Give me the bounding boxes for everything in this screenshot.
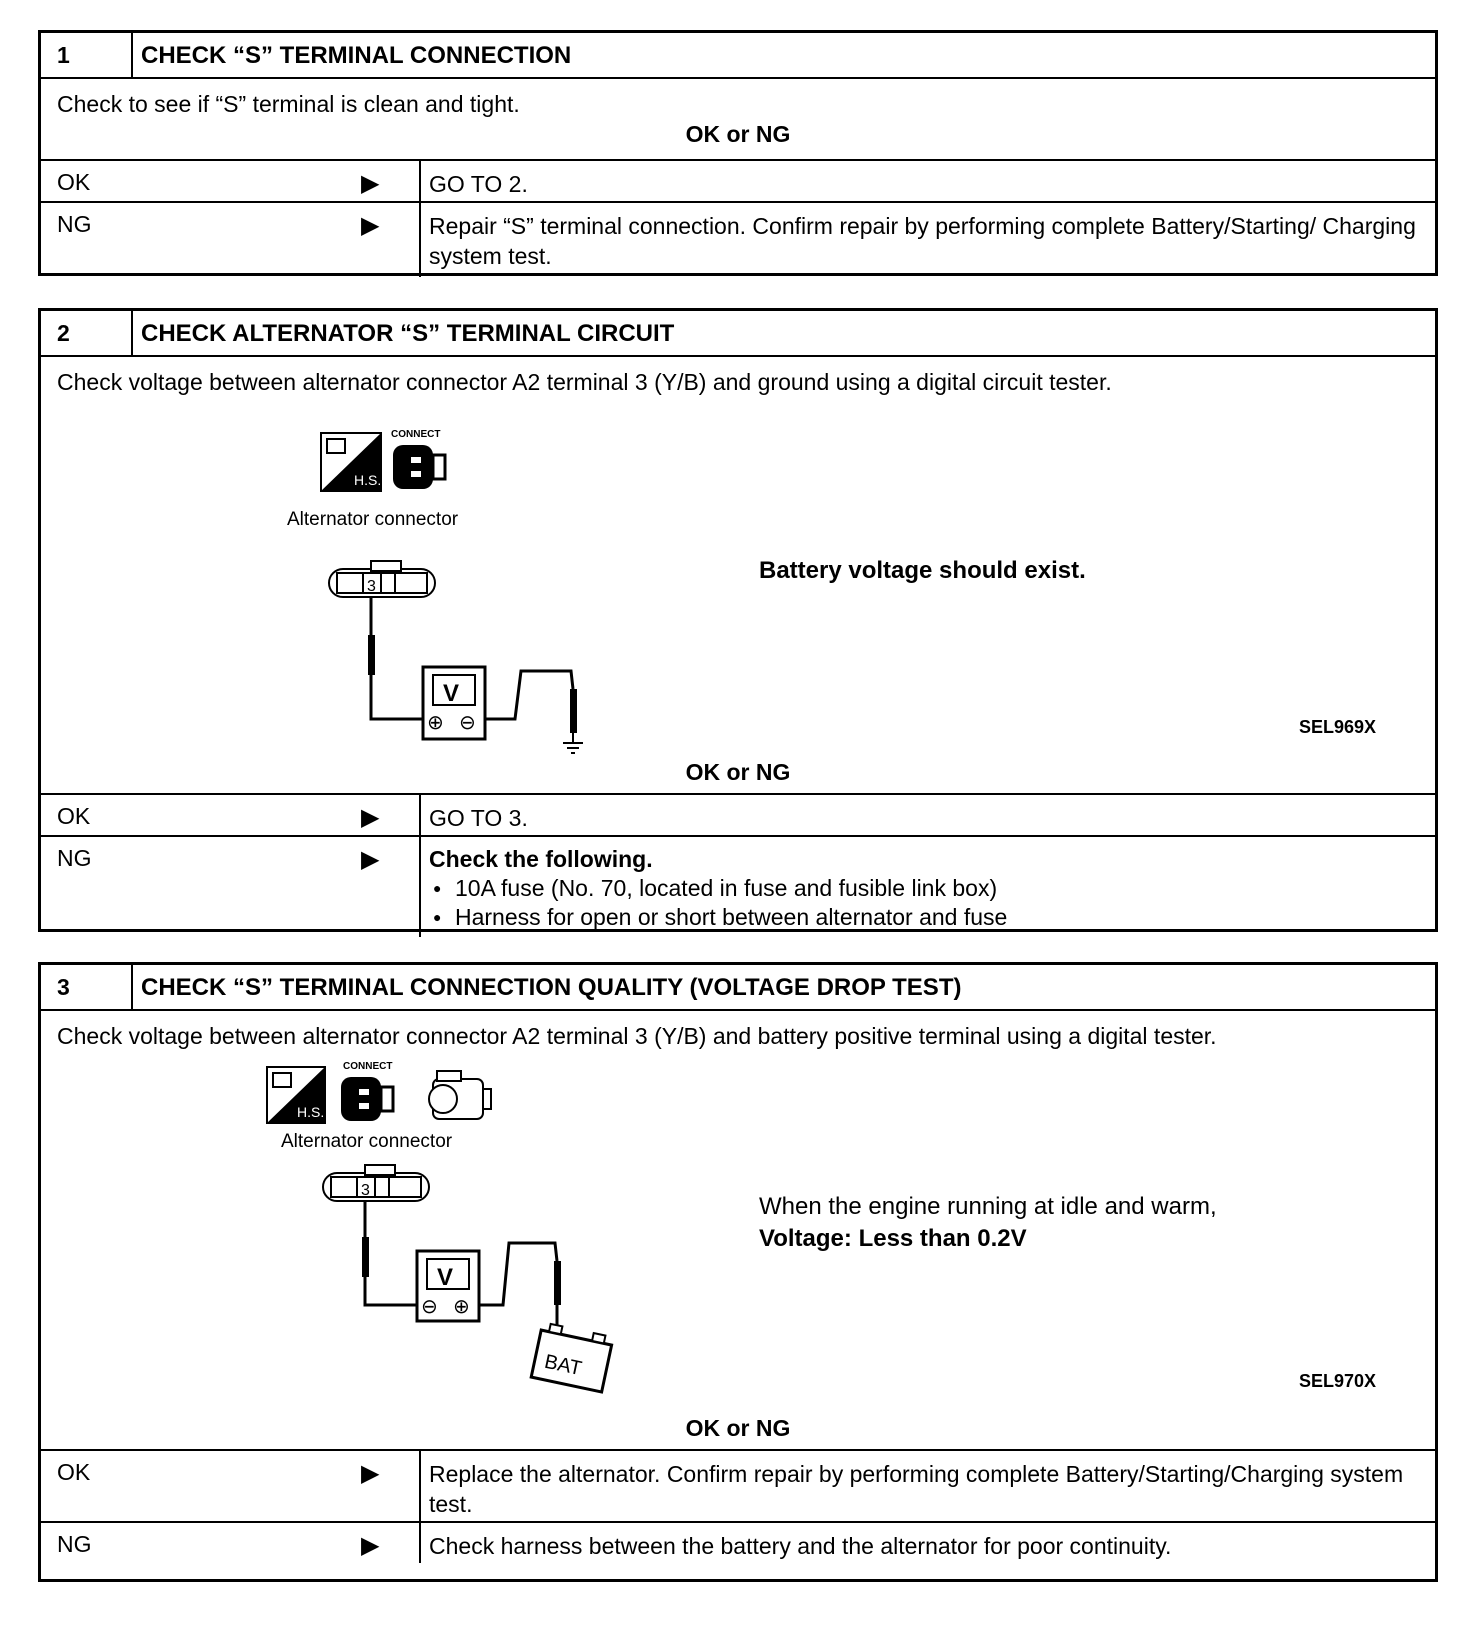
- ground-icon: [563, 733, 583, 753]
- arrow-right-icon: ▶: [361, 804, 380, 831]
- arrow-right-icon: ▶: [361, 1460, 380, 1487]
- arrow-right-icon: ▶: [361, 170, 380, 197]
- svg-text:Alternator connector: Alternator connector: [287, 509, 459, 530]
- ok-row: [41, 1449, 1435, 1521]
- svg-text:⊕: ⊕: [427, 710, 444, 734]
- voltmeter-icon: [423, 667, 485, 739]
- ng-label: NG: [57, 1531, 92, 1557]
- svg-text:CONNECT: CONNECT: [391, 429, 441, 440]
- figure-code: SEL969X: [1299, 717, 1377, 737]
- svg-text:3: 3: [361, 1182, 370, 1199]
- step-1-header: [41, 33, 1435, 79]
- engine-icon: [429, 1071, 491, 1119]
- ok-or-ng-label: OK or NG: [685, 1415, 791, 1441]
- svg-text:BAT: BAT: [542, 1350, 584, 1381]
- tester-diagram: [41, 399, 741, 759]
- expected-result: Battery voltage should exist.: [759, 557, 1086, 584]
- ng-action-list: [429, 874, 1427, 932]
- svg-text:H.S.: H.S.: [297, 1104, 325, 1120]
- step-2-header: [41, 311, 1435, 357]
- step-description: Check to see if “S” terminal is clean and tight.: [57, 91, 520, 117]
- svg-text:⊕: ⊕: [453, 1294, 470, 1318]
- svg-text:⊖: ⊖: [459, 710, 476, 734]
- ng-row: [41, 1521, 1435, 1563]
- ng-label: NG: [57, 211, 92, 237]
- ok-label: OK: [57, 1459, 91, 1485]
- svg-text:Alternator connector: Alternator connector: [281, 1131, 453, 1152]
- ng-action: [421, 837, 1435, 937]
- svg-text:⊖: ⊖: [421, 1294, 438, 1318]
- step-2-box: [38, 308, 1438, 932]
- ok-action: GO TO 3.: [429, 805, 528, 831]
- alternator-connector-icon: [323, 1165, 429, 1201]
- step-description: Check voltage between alternator connector A2 terminal 3 (Y/B) and ground using a digital circuit tester.: [57, 369, 1112, 395]
- ok-label: OK: [57, 169, 91, 195]
- svg-text:V: V: [443, 680, 460, 707]
- step-title: CHECK ALTERNATOR “S” TERMINAL CIRCUIT: [141, 320, 675, 347]
- list-item: ● 10A fuse (No. 70, located in fuse and fusible link box): [429, 874, 1427, 903]
- ng-action-title: Check the following.: [429, 846, 653, 872]
- voltmeter-icon: [417, 1251, 479, 1321]
- ok-or-ng-label: OK or NG: [685, 759, 791, 785]
- ok-action: GO TO 2.: [429, 171, 528, 197]
- step-1-box: [38, 30, 1438, 276]
- test-condition: When the engine running at idle and warm,: [759, 1193, 1217, 1220]
- ng-row: [41, 835, 1435, 937]
- step-description: Check voltage between alternator connector A2 terminal 3 (Y/B) and battery positive terminal using a digital tester.: [57, 1023, 1217, 1049]
- ng-label: NG: [57, 845, 92, 871]
- alternator-connector-icon: [329, 561, 435, 597]
- svg-text:CONNECT: CONNECT: [343, 1061, 393, 1072]
- step-number: 2: [41, 311, 133, 355]
- ng-action: Check harness between the battery and the alternator for poor continuity.: [429, 1533, 1172, 1559]
- ok-action: Replace the alternator. Confirm repair by performing complete Battery/Starting/Charging system test.: [429, 1461, 1404, 1517]
- arrow-right-icon: ▶: [361, 212, 380, 239]
- harness-side-icon: [267, 1067, 325, 1123]
- step-number: 3: [41, 965, 133, 1009]
- step-number: 1: [41, 33, 133, 77]
- figure-code: SEL970X: [1299, 1371, 1377, 1391]
- step-title: CHECK “S” TERMINAL CONNECTION QUALITY (VOLTAGE DROP TEST): [141, 974, 962, 1001]
- arrow-right-icon: ▶: [361, 1532, 380, 1559]
- step-3-box: [38, 962, 1438, 1582]
- svg-text:H.S.: H.S.: [354, 472, 382, 488]
- ok-row: [41, 159, 1435, 201]
- ng-action: Repair “S” terminal connection. Confirm repair by performing complete Battery/Starting/ Charging system test.: [429, 213, 1416, 269]
- ok-label: OK: [57, 803, 91, 829]
- connect-icon: [341, 1061, 393, 1121]
- harness-side-icon: [321, 433, 381, 491]
- ok-or-ng-label: OK or NG: [685, 121, 791, 147]
- circuit-diagram-figure: [41, 1051, 1435, 1415]
- ng-row: [41, 201, 1435, 277]
- arrow-right-icon: ▶: [361, 846, 380, 873]
- ok-row: [41, 793, 1435, 835]
- tester-diagram: [41, 1051, 741, 1415]
- svg-text:V: V: [437, 1264, 454, 1291]
- step-title: CHECK “S” TERMINAL CONNECTION: [141, 42, 572, 69]
- connect-icon: [391, 429, 445, 489]
- svg-text:3: 3: [367, 578, 376, 595]
- battery-icon: [531, 1322, 613, 1392]
- list-item: ● Harness for open or short between alternator and fuse: [429, 903, 1427, 932]
- expected-result: Voltage: Less than 0.2V: [759, 1225, 1027, 1252]
- step-3-header: [41, 965, 1435, 1011]
- circuit-diagram-figure: [41, 399, 1435, 759]
